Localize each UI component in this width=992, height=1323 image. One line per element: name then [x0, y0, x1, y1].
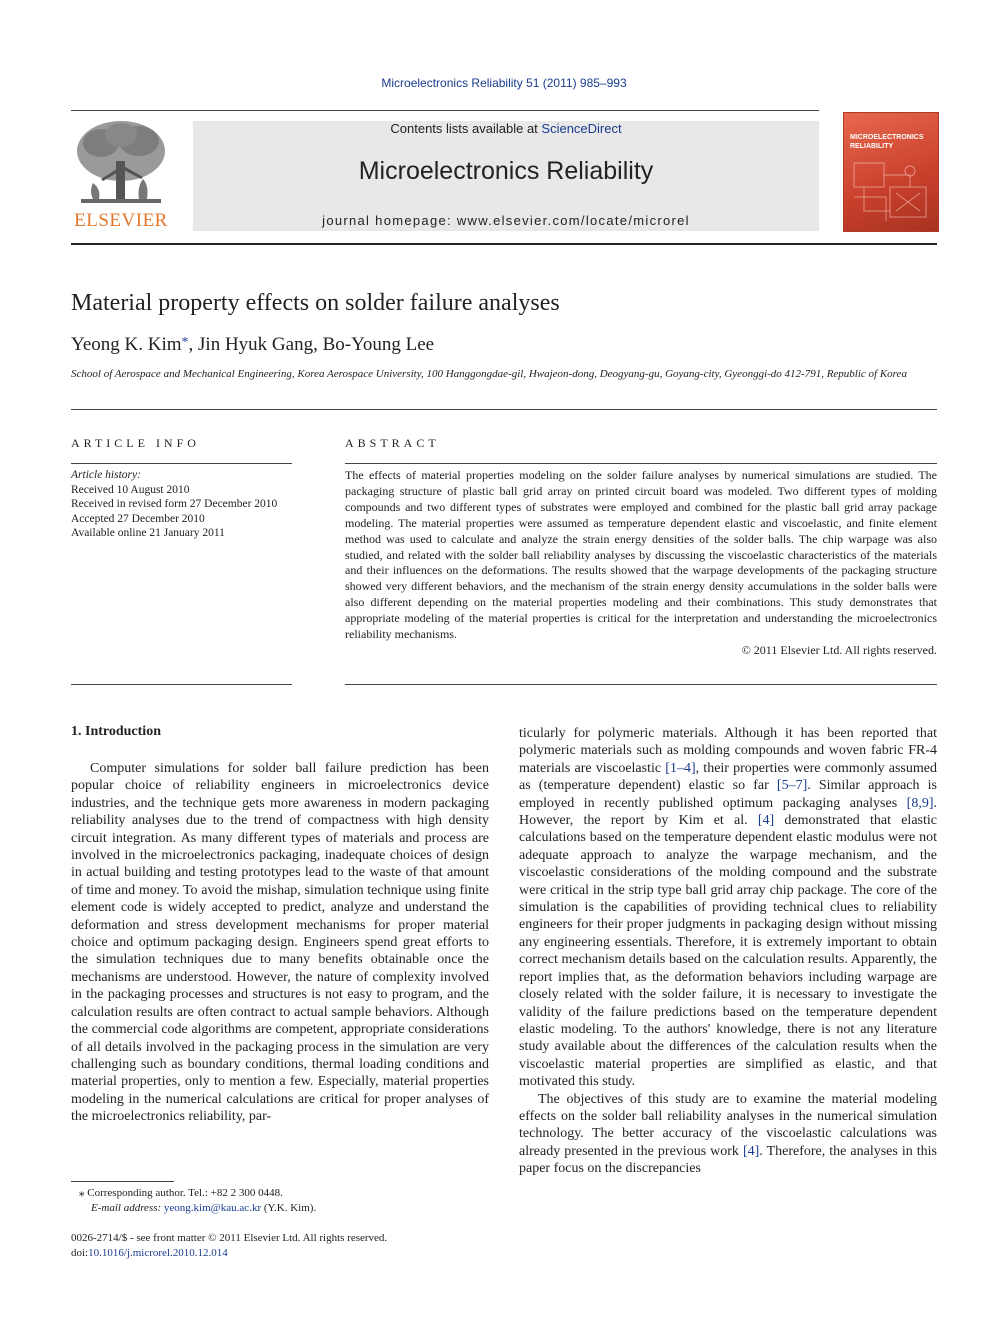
intro-paragraph-1-continued	[519, 725, 937, 1091]
cover-title-line2: RELIABILITY	[850, 143, 894, 150]
history-revised: Received in revised form 27 December 2010	[71, 498, 278, 510]
citation-link[interactable]: [4]	[757, 813, 775, 829]
journal-homepage[interactable]: journal homepage: www.elsevier.com/locate/microrel	[322, 213, 690, 228]
publication-info	[71, 1231, 489, 1260]
email-link[interactable]: yeong.kim@kau.ac.kr	[163, 1201, 262, 1214]
email-suffix: (Y.K. Kim).	[261, 1201, 317, 1214]
text-run: , their properties were commonly assumed as (temperature dependent) elastic so far	[519, 760, 937, 794]
section-rule	[71, 409, 937, 410]
text-run: . However, the report by Kim et al.	[519, 795, 937, 829]
elsevier-logo[interactable]	[71, 117, 181, 232]
author-list	[71, 334, 434, 356]
affiliation: School of Aerospace and Mechanical Engineering, Korea Aerospace University, 100 Hanggongdae-gil, Hwajeon-dong, Deogyang-gu, Goyang-city, Gyeonggi-do 412-791, Republic of Korea	[71, 368, 907, 380]
cover-title	[850, 133, 934, 151]
body-column-right	[519, 725, 937, 1178]
intro-paragraph-2	[519, 1091, 937, 1178]
intro-paragraph-1: Computer simulations for solder ball failure prediction has been popular choice of reliability engineers in microelectronics device industries, and the technique gets more awareness in modern packaging reliability analyses due to the trend of compactness with high density circuit integration. As many different types of materials and process are involved in the microelectronics packaging, inadequate choices of design in actual building and testing prototypes lead to the waste of that amount of time and money. To avoid the mishap, simulation technique using finite element code is widely accepted to predict, analyze and understand the deformation and stress development mechanisms for proper material choice and optimum packaging design. Engineers spend great efforts to the simulation techniques due to many benefits obtainable once the mechanisms are understood. However, the nature of complexity involved in the packaging processes and structures is not easy to program, and the calculation results are often contract to actual sample behaviors. Although the commercial code algorithms are competent, appropriate considerations of all details involved in the packaging process in the simulation are very challenging such as boundary conditions, thermal loading conditions and material properties, only to mention a few. Especially, material properties modeling in the numerical calculations are critical for proper analyses of the microelectronics reliability, par-	[71, 761, 489, 1125]
contents-prefix: Contents lists available at	[390, 121, 542, 136]
text-run: . Therefore, the analyses in this paper focus on the discrepancies	[519, 1143, 937, 1177]
elsevier-tree-icon	[71, 117, 171, 209]
footnote-rule	[71, 1181, 174, 1182]
issn-line: 0026-2714/$ - see front matter © 2011 Elsevier Ltd. All rights reserved.	[71, 1232, 388, 1244]
author-kim[interactable]: Yeong K. Kim	[71, 334, 182, 355]
text-run: . Similar approach is employed in recently published optimum packaging analyses	[519, 778, 937, 811]
history-label: Article history:	[71, 469, 141, 481]
article-info-top-rule	[71, 463, 292, 464]
footnotes	[71, 1186, 489, 1215]
abstract-copyright: © 2011 Elsevier Ltd. All rights reserved.	[741, 642, 937, 657]
doi-label: doi:	[71, 1246, 89, 1259]
abstract-top-rule	[345, 463, 937, 464]
abstract-text: The effects of material properties modeling on the solder failure analyses by numerical simulations are studied. The packaging structure of plastic ball grid array on printed circuit board was modeled. Two different types of molding compounds and two different types of substrates were employed and combined for the plastic ball grid array package modeling. The material properties were assumed as temperature dependent elastic and viscoelastic, and finite element method was used to calculate and analyze the strain energy densities of the solder balls. The chip warpage was also studied, and related with the solder ball reliability analyses by discussing the viscoelastic characteristics of the materials and their influences on the deformations. The results showed that the warpage developments of the packaging structure showed very different behaviors, and the mechanism of the strain energy density accumulations in the solder balls were also different depending on the material properties modeling and their combinations. This study demonstrates that appropriate modeling of the material properties is critical for the interpretation and understanding the microelectronics reliability mechanisms.	[345, 468, 937, 642]
journal-cover[interactable]	[843, 112, 939, 232]
article-info-heading: ARTICLE INFO	[71, 436, 200, 450]
email-label: E-mail address:	[91, 1201, 164, 1214]
sciencedirect-link[interactable]: ScienceDirect	[541, 121, 622, 136]
doi-link[interactable]: 10.1016/j.microrel.2010.12.014	[88, 1246, 228, 1259]
cover-title-line1: MICROELECTRONICS	[850, 134, 924, 141]
history-received: Received 10 August 2010	[71, 483, 190, 496]
corresponding-author-note: ⁎ Corresponding author. Tel.: +82 2 300 0448.	[79, 1187, 283, 1199]
citation-link[interactable]: [8,9]	[906, 795, 934, 811]
abstract-heading: ABSTRACT	[345, 436, 440, 450]
article-title: Material property effects on solder failure analyses	[71, 290, 560, 316]
history-online: Available online 21 January 2011	[71, 527, 225, 539]
elsevier-wordmark: ELSEVIER	[74, 210, 168, 231]
abstract-body	[345, 468, 937, 659]
abstract-bottom-rule	[345, 684, 937, 685]
corresponding-author-mark[interactable]: *	[181, 335, 189, 350]
journal-title[interactable]: Microelectronics Reliability	[358, 157, 654, 185]
citation-link[interactable]: [5–7]	[776, 778, 808, 794]
citation-link[interactable]: [1–4]	[665, 760, 696, 776]
text-run: ticularly for polymeric materials. Although it has been reported that polymeric materials such as molding compounds and woven fabric FR-4 materials are viscoelastic	[519, 726, 937, 776]
text-run: The objectives of this study are to examine the material modeling effects on the solder ball reliability analyses in the numerical simulation technology. The better accuracy of the viscoelastic calculations was already presented in the previous work	[519, 1091, 937, 1159]
citation-link[interactable]: [4]	[742, 1143, 760, 1159]
email-note	[71, 1201, 489, 1216]
other-authors: , Jin Hyuk Gang, Bo-Young Lee	[188, 334, 435, 355]
article-history	[71, 468, 301, 541]
doi-line	[71, 1246, 489, 1261]
cover-circuit-pattern	[850, 157, 932, 225]
header-rule	[71, 110, 819, 111]
header-thick-rule	[71, 243, 937, 245]
journal-banner	[193, 121, 819, 231]
body-column-left	[71, 760, 489, 1126]
introduction-heading: 1. Introduction	[71, 724, 161, 739]
text-run: demonstrated that elastic calculations based on the temperature dependent elastic modulus were not adequate approach to analyze the warpage mechanism, and the viscoelastic considerations of the molding compound and the substrate were critical in the strip type ball grid array chip package. The core of the simulation is the capabilities of providing technical clues to reliability engineers for their proper judgments in packaging design without missing any engineering essentials. Therefore, it is extremely important to obtain correct mechanism details based on the calculation results. Apparently, the report implies that, as the deformation behaviors including warpage are closely related with the solder failure, it is necessary to investigate the validity of the failure predictions based on the temperature dependent elastic modeling. To the authors' knowledge, there is not any literature study available about the differences of the calculation results when the viscoelastic material properties are simplified as elastic, and that motivated this study.	[519, 813, 937, 1090]
article-info-bottom-rule	[71, 684, 292, 685]
journal-reference[interactable]: Microelectronics Reliability 51 (2011) 985–993	[381, 76, 627, 90]
history-accepted: Accepted 27 December 2010	[71, 512, 205, 525]
contents-line	[193, 121, 819, 136]
